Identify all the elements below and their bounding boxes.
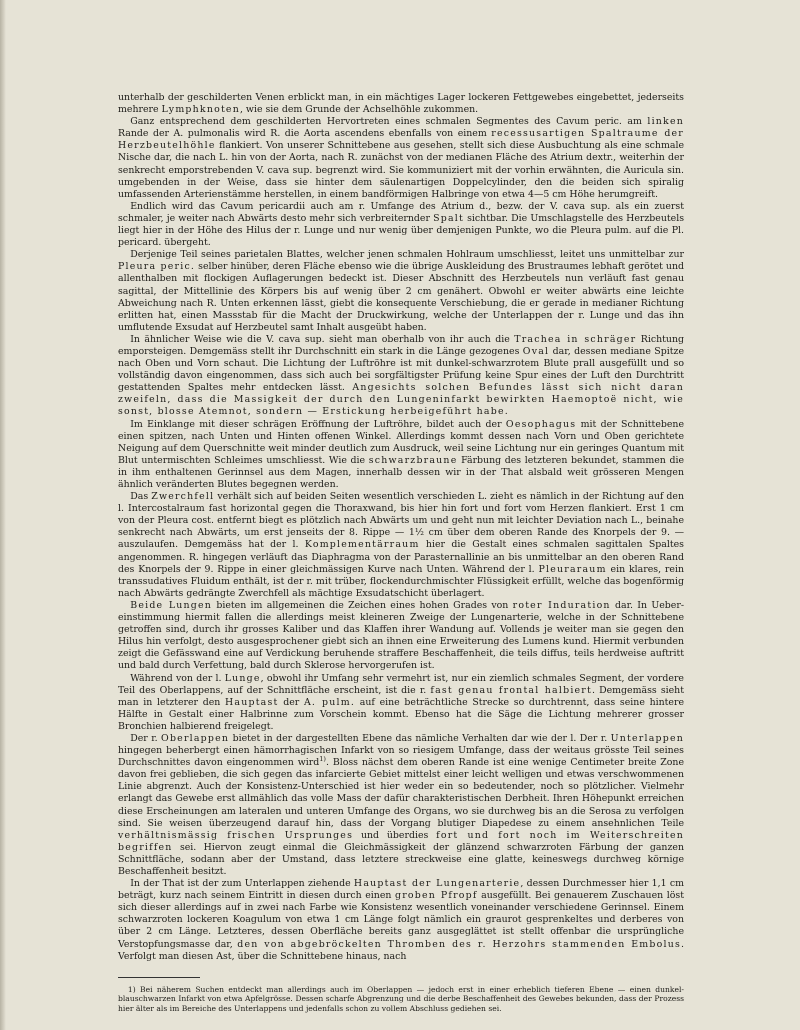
text-run: unterhalb der geschilderten Venen erblickt man, in ein mächtiges Lager lockeren Fettgewebes eingebettet, jederseits mehrere <box>118 92 684 116</box>
text-run: auf eine beträchtliche Strecke so durchtrennt, dass seine hintere Hälfte in Gestalt einer Halbrinne zum Vorschein kommt. Ebenso hat die Säge die Lichtung mehrerer grosser Bronchien halbierend freigelegt. <box>118 696 684 732</box>
text-run: sei. Hiervon zeugt einmal die Gleichmässigkeit der glänzend schwarzroten Färbung der ganzen Schnittfläche, sodann aber der Umstand, dass letztere streckweise eine glatte, keineswegs durchweg körnige Beschaffenheit besitzt. <box>118 841 684 877</box>
emphasized-text: schwarzbraune <box>368 454 458 466</box>
emphasized-text: recessusartigen Spaltraume der Herzbeutelhöhle <box>118 128 685 152</box>
text-run: , wie sie dem Grunde der Achselhöhle zukommen. <box>239 104 479 116</box>
text-run: der <box>278 696 304 708</box>
emphasized-text: Lunge <box>224 672 261 684</box>
footnote-rule <box>118 977 200 978</box>
paragraph <box>118 419 684 492</box>
text-run: Richtung emporsteigen. Demgemäss stellt ihr Durchschnitt ein stark in die Länge gezogenes <box>118 333 685 357</box>
page-edge <box>0 0 6 1030</box>
paragraph <box>118 733 684 878</box>
text-run: Ganz entsprechend dem geschilderten Hervortreten eines schmalen Segmentes des Cavum peric. am <box>130 116 648 128</box>
emphasized-text: Angesichts solchen Befundes lässt sich nicht daran zweifeln, dass die Massigkeit der durch den Lungeninfarkt bewirkten Haemoptoë nicht, wie sonst, blosse Atemnot, sondern — Erstickung herbeigeführt habe. <box>118 382 684 418</box>
emphasized-text: Lymphknoten <box>161 104 240 116</box>
emphasized-text: roter Induration <box>512 599 611 611</box>
emphasized-text: Hauptast <box>225 696 279 708</box>
emphasized-text: Oesophagus <box>505 418 577 430</box>
emphasized-text: Spalt <box>433 212 464 224</box>
text-run: Der r. <box>130 732 162 744</box>
text-run: Rande der A. pulmonalis wird R. die Aorta ascendens ebenfalls von einem <box>118 128 492 140</box>
emphasized-text: Pleuraraum <box>538 563 607 575</box>
text-run: hingegen beherbergt einen hämorrhagischen Infarkt von so riesigem Umfange, dass der weitaus grösste Teil seines Durchschnittes davon eingenommen wird <box>118 745 684 769</box>
paragraph <box>118 600 684 673</box>
emphasized-text: Zwerchfell <box>151 491 215 503</box>
emphasized-text: linken <box>647 116 684 128</box>
emphasized-text: Komplementärraum <box>304 539 420 551</box>
text-run: und überdies <box>353 829 437 841</box>
text-run: bieten im allgemeinen die Zeichen eines hohen Grades von <box>212 599 513 611</box>
emphasized-text: Oval <box>522 345 550 357</box>
text-run: . Demgemäss sieht man in letzterer den <box>118 684 684 708</box>
paragraph <box>118 249 684 334</box>
text-run: flankiert. Von unserer Schnittebene aus gesehen, stellt sich diese Ausbuchtung als eine schmale Nische dar, die nach L. hin von der Aorta, nach R. zunächst von der medianen Fläche des Atrium dextr., weiterhin der senkrecht emporstrebenden V. cava sup. begrenzt wird. Sie kommuniziert mit der vorhin erwähnten, die Auricula sin. umgebenden in der Weise, dass sie hinter dem säulenartigen Doppelcylinder, den die beiden sich spiralig umfassenden Arterienstämme herstellen, in einem bandförmigen Halbringe von etwa 4—5 cm Höhe herumgreift. <box>118 140 684 200</box>
text-run: Das <box>130 491 152 503</box>
text-run: Im Einklange mit dieser schrägen Eröffnung der Luftröhre, bildet auch der <box>130 418 506 430</box>
text-run: Färbung des letzteren bekundet, stammen die in ihm enthaltenen Gerinnsel aus dem Magen, innerhalb dessen wir in der That alsbald weit grösseren Mengen ähnlich veränderten Blutes begegnen werden. <box>118 454 684 490</box>
text-run: ein klares, rein transsudatives Fluidum enthält, ist der r. mit trüber, flockendurchmischter Flüssigkeit erfüllt, welche das bogenförmig nach Abwärts gedrängte Zwerchfell als mächtige Exsudatschicht überlagert. <box>118 563 684 599</box>
emphasized-text: Pleura peric. <box>118 261 196 273</box>
text-run: , dessen Durchmesser hier 1,1 cm beträgt, kurz nach seinem Eintritt in diesen durch einen <box>118 878 684 902</box>
text-run: sichtbar. Die Umschlagstelle des Herzbeutels liegt hier in der Höhe des Hilus der r. Lunge und nur wenig über demjenigen Punkte, wo die Pleura pulm. auf die Pl. pericard. übergeht. <box>118 212 685 249</box>
emphasized-text: Unterlappen <box>610 732 684 744</box>
text-run: Endlich wird das Cavum pericardii auch am r. Umfange des Atrium d., bezw. der V. cava sup. als ein zuerst schmaler, je weiter nach Abwärts desto mehr sich verbreiternder <box>118 200 684 224</box>
paragraph <box>118 92 684 116</box>
footnote-marker: 1) <box>319 755 326 764</box>
emphasized-text: Hauptast der Lungenarterie <box>353 878 521 890</box>
paragraph <box>118 201 684 249</box>
text-run: mit der Schnittebene einen spitzen, nach Unten und Hinten offenen Winkel. Allerdings kommt dessen nach Vorn und Oben gerichtete Neigung auf dem Querschnitte weit minder deutlich zum Ausdruck, weil seine Lichtung nur ein geringes Quantum mit Blut untermischten Schleimes umschliesst. Wie die <box>118 418 685 466</box>
text-run: In der That ist der zum Unterlappen ziehende <box>130 878 354 890</box>
emphasized-text: Oberlappen <box>161 732 230 744</box>
text-run: verhält sich auf beiden Seiten wesentlich verschieden L. zieht es nämlich in der Richtung auf den l. Intercostalraum fast horizontal gegen die Thoraxwand, bis hier hin fort und fort vom Herzen flankiert. Erst 1 cm von der Pleura cost. entfernt biegt es plötzlich nach Abwärts um und geht nun mit leichter Deviation nach L., beinahe senkrecht nach Abwärts, um erst jenseits der 8. Rippe — 1½ cm über dem oberen Rande des Knorpels der 9. — auszulaufen. Demgemäss hat der l. <box>118 491 685 551</box>
main-text <box>118 92 684 963</box>
text-run: Während von der l. <box>130 672 225 684</box>
text-run: bietet in der dargestellten Ebene das nämliche Verhalten dar wie der l. Der r. <box>229 732 611 744</box>
text-run: Derjenige Teil seines parietalen Blattes, welcher jenen schmalen Hohlraum umschliesst, leitet uns unmittelbar zur <box>130 249 684 261</box>
text-run: dar, dessen mediane Spitze nach Oben und Vorn schaut. Die Lichtung der Luftröhre ist mit dunkel-schwarzrotem Blute prall ausgefüllt und so vollständig davon eingenommen, dass sich auch bei sorgfältigster Prüfung keine Spur eines der Luft den Durchtritt gestattenden Spaltes mehr entdecken lässt. <box>118 345 684 394</box>
emphasized-text: A. pulm. <box>303 696 356 708</box>
emphasized-text: Beide Lungen <box>130 599 213 611</box>
text-run: , obwohl ihr Umfang sehr vermehrt ist, nur ein ziemlich schmales Segment, der vordere Teil des Oberlappens, auf der Schnittfläche erscheint, ist die r. <box>118 672 684 696</box>
page-body <box>118 92 684 1014</box>
emphasized-text: Trachea in schräger <box>514 333 637 345</box>
emphasized-text: fast genau frontal halbiert <box>430 684 592 696</box>
paragraph <box>118 878 684 963</box>
emphasized-text: fort und fort noch im Weiterschreiten begriffen <box>118 829 684 853</box>
emphasized-text: den von abgebröckelten Thromben des r. Herzohrs stammenden Embolus <box>237 938 682 950</box>
paragraph <box>118 334 684 419</box>
text-run: In ähnlicher Weise wie die V. cava sup. sieht man oberhalb von ihr auch die <box>130 333 515 345</box>
text-run: . Verfolgt man diesen Ast, über die Schnittebene hinaus, nach <box>118 938 684 962</box>
emphasized-text: verhältnismässig frischen Ursprunges <box>118 829 354 841</box>
text-run: ausgefüllt. Bei genauerem Zuschauen löst sich dieser allerdings auf in zwei nach Farbe wie Konsistenz wesentlich voneinander verschiedene Gerinnsel. Einem schwarzroten lockeren Koagulum von etwa 1 cm Länge folgt nämlich ein graurot gesprenkeltes und derberes von über 2 cm Länge. Letzteres, dessen Oberfläche bereits ganz ausgeglättet ist stellt offenbar die ursprüngliche Verstopfungsmasse dar, <box>118 890 684 950</box>
text-run: hier die Gestalt eines schmalen sagittalen Spaltes angenommen. R. hingegen verläuft das Diaphragma von der Parasternallinie an bis unmittelbar an den oberen Rand des Knorpels der 9. Rippe in einer gleichmässigen Kurve nach Unten. Während der l. <box>118 539 684 575</box>
text-run: . Bloss nächst dem oberen Rande ist eine wenige Centimeter breite Zone davon frei geblieben, die sich gegen das infarcierte Gebiet mittelst einer leicht welligen und etwas verschwommenen Linie abgrenzt. Auch der Konsistenz-Unterschied ist hier weder ein so bedeutender, noch so plötzlicher. Vielmehr erlangt das Gewebe erst allmählich das volle Mass der dafür charakteristischen Derbheit. Ihren Höhepunkt erreichen diese Erscheinungen am lateralen und unteren Umfange des Organs, wo sie durchweg bis an die Serosa zu verfolgen sind. Sie weisen überzeugend darauf hin, dass der Vorgang blutiger Diapedese zu einem ansehnlichen Teile <box>118 757 684 829</box>
paragraph <box>118 491 684 600</box>
paragraph <box>118 116 684 201</box>
text-run: dar. In Uebereinstimmung hiermit fallen die allerdings meist kleineren Zweige der Lungenarterie, welche in der Schnittebene getroffen sind, durch ihr grosses Kaliber und das Klaffen ihrer Wandung auf. Vollends je weiter man sie gegen den Hilus hin verfolgt, desto ausgesprochener giebt sich an ihnen eine Erweiterung des Lumens kund. Hiermit verbunden zeigt die Gefässwand eine auf Verdickung beruhende straffere Beschaffenheit, die teils diffus, teils herdweise auftritt und bald durch Verfettung, bald durch Sklerose hervorgerufen ist. <box>118 599 684 672</box>
paragraph <box>118 673 684 733</box>
footnote: 1) Bei näherem Suchen entdeckt man allerdings auch im Oberlappen — jedoch erst in einer erheblich tieferen Ebene — einen dunkelblauschwarzen Infarkt von etwa Apfelgrösse. Dessen scharfe Abgrenzung und die derbe Beschaffenheit des Gewebes bekunden, dass der Prozess hier älter als im Bereiche des Unterlappens und jedenfalls schon zu vollem Abschluss gediehen sei. <box>118 984 684 1013</box>
text-run: selber hinüber, deren Fläche ebenso wie die übrige Auskleidung des Brustraumes lebhaft gerötet und allenthalben mit flockigen Auflagerungen bedeckt ist. Dieser Abschnitt des Herzbeutels nun verläuft fast genau sagittal, der Mittellinie des Körpers bis auf wenig über 2 cm genähert. Obwohl er weiter abwärts eine leichte Abweichung nach R. Unten erkennen lässt, giebt die konsequente Verschiebung, die er gerade in medianer Richtung erlitten hat, einen Massstab für die Macht der Druckwirkung, welche der Unterlappen der r. Lunge und das ihn umflutende Exsudat auf Herzbeutel samt Inhalt ausgeübt haben. <box>118 261 684 333</box>
emphasized-text: groben Pfropf <box>395 890 478 902</box>
